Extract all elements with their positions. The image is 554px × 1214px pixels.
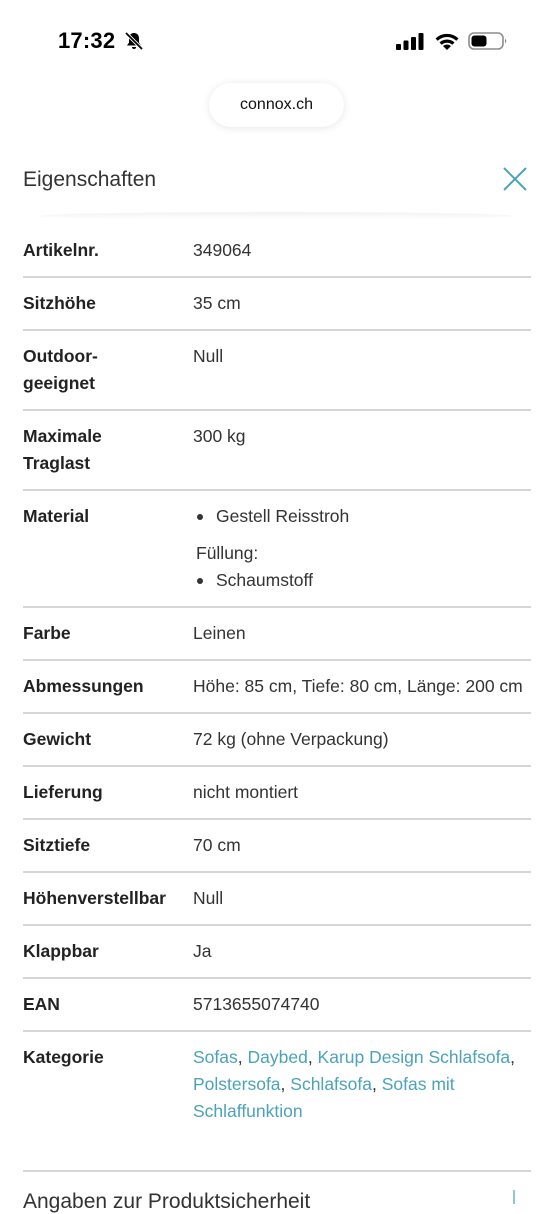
row-value: Null xyxy=(193,888,224,908)
link-separator: , xyxy=(237,1047,248,1067)
table-row xyxy=(23,714,531,767)
row-label: Lieferung xyxy=(23,782,103,802)
list-item: Schaumstoff xyxy=(193,567,531,594)
row-label: Klappbar xyxy=(23,941,99,961)
category-link-daybed[interactable]: Daybed xyxy=(247,1047,308,1067)
table-row xyxy=(23,411,531,491)
category-link-karup-design-schlafsofa[interactable]: Karup Design Schlafsofa xyxy=(317,1047,511,1067)
row-label: Höhenverstellbar xyxy=(23,888,166,908)
row-value: 5713655074740 xyxy=(193,994,320,1014)
row-label-line: Traglast xyxy=(23,453,91,473)
category-link-sofas-mit-schlaffunktion[interactable]: Sofas mit Schlaffunktion xyxy=(193,1074,455,1121)
row-label-line: Maximale xyxy=(23,426,102,446)
url-text: connox.ch xyxy=(240,96,313,113)
row-label: Kategorie xyxy=(23,1047,104,1067)
row-label: Farbe xyxy=(23,623,71,643)
row-value: 72 kg (ohne Verpackung) xyxy=(193,729,389,749)
list-item: Gestell Reisstroh xyxy=(193,503,531,530)
row-value xyxy=(193,503,531,594)
row-value: 35 cm xyxy=(193,293,241,313)
row-label-line: Outdoor- xyxy=(23,346,98,366)
material-subheading: Füllung: xyxy=(196,543,259,563)
row-label: Artikelnr. xyxy=(23,240,99,260)
table-row xyxy=(23,331,531,411)
link-separator: , xyxy=(372,1074,382,1094)
bell-slash-icon xyxy=(124,31,144,51)
table-row xyxy=(23,225,531,278)
row-label xyxy=(23,423,193,477)
row-label: Material xyxy=(23,506,90,526)
battery-icon xyxy=(468,31,508,51)
panel-title: Eigenschaften xyxy=(23,168,157,191)
row-label: Abmessungen xyxy=(23,676,144,696)
table-row xyxy=(23,820,531,873)
status-bar xyxy=(0,0,554,70)
material-list xyxy=(193,567,531,594)
url-bar[interactable] xyxy=(209,83,344,127)
table-row xyxy=(23,873,531,926)
row-label: Sitzhöhe xyxy=(23,293,96,313)
row-label-line: geeignet xyxy=(23,373,95,393)
table-row xyxy=(23,767,531,820)
wifi-icon xyxy=(434,31,460,51)
properties-table xyxy=(23,225,531,1137)
link-separator: , xyxy=(510,1047,516,1067)
section-divider xyxy=(23,1170,531,1172)
link-separator: , xyxy=(307,1047,318,1067)
table-row xyxy=(23,278,531,331)
table-row xyxy=(23,1032,531,1137)
row-value: Ja xyxy=(193,941,212,961)
row-value: Leinen xyxy=(193,623,246,643)
category-link-polstersofa[interactable]: Polstersofa xyxy=(193,1074,281,1094)
cellular-signal-icon xyxy=(396,33,424,50)
row-value: Höhe: 85 cm, Tiefe: 80 cm, Länge: 200 cm xyxy=(193,676,523,696)
table-row xyxy=(23,926,531,979)
panel-header xyxy=(0,150,554,212)
expand-indicator-icon[interactable] xyxy=(513,1190,515,1204)
row-label: Sitztiefe xyxy=(23,835,91,855)
table-row xyxy=(23,491,531,608)
category-link-sofas[interactable]: Sofas xyxy=(193,1047,238,1067)
close-icon[interactable] xyxy=(500,164,530,194)
row-label: Gewicht xyxy=(23,729,92,749)
status-time: 17:32 xyxy=(58,28,116,53)
row-value: Null xyxy=(193,346,224,366)
category-links xyxy=(193,1044,531,1125)
link-separator: , xyxy=(280,1074,291,1094)
header-shadow xyxy=(40,212,514,220)
row-value: 349064 xyxy=(193,240,252,260)
row-label: EAN xyxy=(23,994,60,1014)
row-value: nicht montiert xyxy=(193,782,299,802)
category-link-schlafsofa[interactable]: Schlafsofa xyxy=(290,1074,372,1094)
material-list xyxy=(193,503,531,530)
table-row xyxy=(23,608,531,661)
row-label xyxy=(23,343,193,397)
row-value: 70 cm xyxy=(193,835,241,855)
row-value: 300 kg xyxy=(193,426,246,446)
product-safety-accordion[interactable]: Angaben zur Produktsicherheit xyxy=(23,1190,311,1213)
table-row xyxy=(23,661,531,714)
table-row xyxy=(23,979,531,1032)
